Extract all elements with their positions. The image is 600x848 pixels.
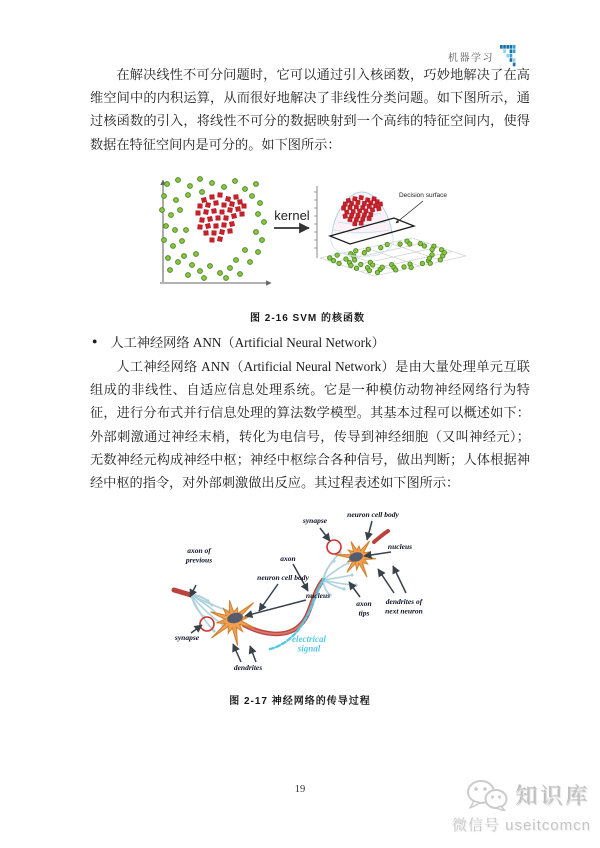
label-nucleus-right: nucleus [387, 542, 413, 551]
label-synapse-left: synapse [174, 633, 200, 642]
figure-svm-kernel [140, 170, 475, 324]
kernel-label: kernel [274, 208, 310, 223]
figure-ann-neurons [160, 505, 440, 707]
label-neuron-cell-body-left: neuron cell body [257, 573, 309, 582]
watermark [452, 779, 591, 835]
label-synapse-right: synapse [302, 516, 328, 525]
page-number: 19 [294, 784, 306, 795]
label-axon: axon [280, 554, 296, 563]
paragraph-ann: 人工神经网络 ANN（Artificial Neural Network）是由大量处理单元互联组成的非线性、自适应信息处理系统。它是一种模仿动物神经网络行为特征，进行分布式并行信息处理的算法数学模型。其基本过程可以概述如下：外部刺激通过神经末梢，转化为电信号，传导到神经细胞（又叫神经元）；无数神经元构成神经中枢；神经中枢综合各种信号，做出判断；人体根据神经中枢的指令，对外部刺激做出反应。其过程表述如下图所示： [90, 359, 530, 491]
label-axon-tips: axon tips [356, 599, 372, 618]
bullet-label: 人工神经网络 ANN（Artificial Neural Network） [110, 335, 385, 350]
label-electrical-signal: electrical signal [292, 634, 326, 654]
decision-surface-label: Decision surface [398, 192, 448, 199]
header-title: 机器学习 [448, 52, 494, 64]
watermark-brand: 知识库 [515, 783, 591, 809]
figure-caption-svm: 图 2-16 SVM 的核函数 [249, 313, 366, 324]
svm-kernel-diagram [140, 170, 475, 303]
label-nucleus-left: nucleus [305, 591, 331, 600]
label-neuron-cell-body-right: neuron cell body [347, 510, 399, 519]
wechat-icon [466, 779, 508, 811]
label-dendrites: dendrites [233, 663, 263, 672]
paragraph-svm-kernel: 在解决线性不可分问题时，它可以通过引入核函数，巧妙地解决了在高维空间中的内积运算，从而很好地解决了非线性分类问题。如下图所示，通过核函数的引入，将线性不可分的数据映射到一个高纬的特征空间内，使得数据在特征空间内是可分的。如下图所示： [90, 67, 530, 152]
watermark-wechat-id: 微信号 useitcomcn [451, 817, 591, 834]
label-axon-of-previous-neuron: axon of previous [185, 546, 213, 565]
label-dendrites-of-next-neuron: dendrites of next neuron [385, 597, 423, 616]
bullet-item-ann [92, 332, 385, 351]
neuron-transmission-diagram [160, 505, 440, 677]
figure-caption-ann: 图 2-17 神经网络的传导过程 [229, 696, 371, 707]
bullet-icon: ● [92, 336, 98, 346]
